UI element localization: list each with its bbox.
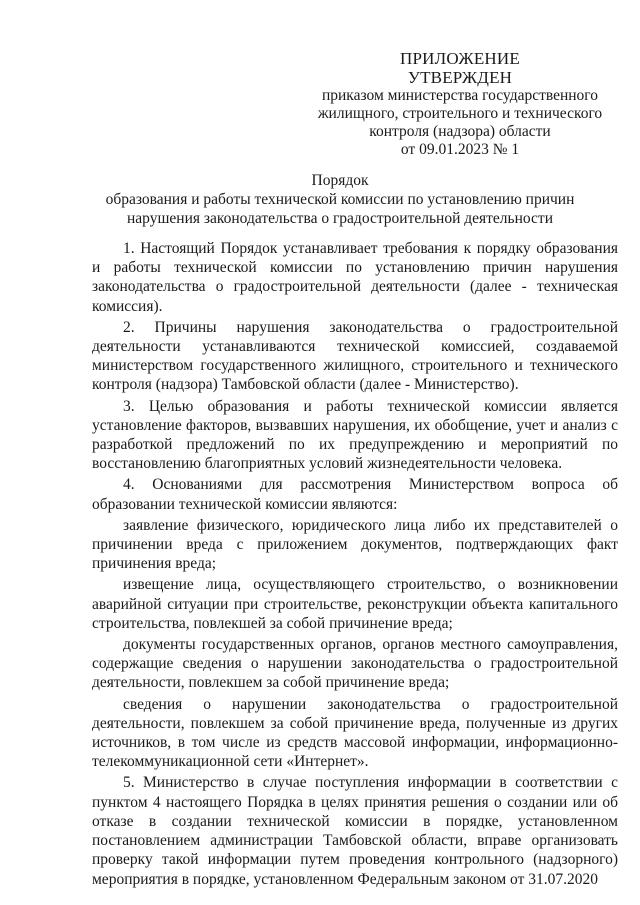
paragraph-4-item-3: документы государственных органов, органов местного самоуправления, содержащие сведения о нарушении законодательства о градостроительной деятельности, повлекшем за собой причинение вреда; [92,636,618,692]
title-line-2: образования и работы технической комиссии по установлению причин [105,191,575,208]
approval-stamp-block [300,50,620,159]
title-line-3: нарушения законодательства о градостроительной деятельности [127,210,553,227]
appendix-heading: ПРИЛОЖЕНИЕ [400,49,520,68]
paragraph-1: 1. Настоящий Порядок устанавливает требования к порядку образования и работы технической комиссии по установлению причин нарушения законодательства о градостроительной деятельности (далее - техническая комиссия). [92,240,618,315]
paragraph-5: 5. Министерство в случае поступления информации в соответствии с пунктом 4 настоящего Порядка в целях принятия решения о создании или об отказе в создании технической комиссии в порядке, установленном постановлением администрации Тамбовской области, вправе организовать проверку такой информации путем проведения контрольного (надзорного) мероприятия в порядке, установленном Федеральным законом от 31.07.2020 [92,774,618,888]
paragraph-4-item-2: извещение лица, осуществляющего строительство, о возникновении аварийной ситуации при строительстве, реконструкции объекта капитального строительства, повлекшей за собой причинение вреда; [92,576,618,632]
document-title [60,171,620,228]
title-line-1: Порядок [311,172,369,189]
document-body [92,239,618,891]
approval-order-line: приказом министерства государственного [321,87,599,104]
approval-control-line: контроля (надзора) области [369,123,551,140]
approval-ministry-line: жилищного, строительного и технического [317,105,603,122]
paragraph-3: 3. Целью образования и работы технической комиссии является установление факторов, вызвавших нарушения, их обобщение, учет и анализ с разработкой предложений по их предупреждению и мероприятий по восстановлению благоприятных условий жизнедеятельности человека. [92,397,618,473]
paragraph-4-item-1: заявление физического, юридического лица либо их представителей о причинении вреда с приложением документов, подтверждающих факт причинения вреда; [92,516,618,573]
paragraph-4: 4. Основаниями для рассмотрения Министерством вопроса об образовании технической комиссии являются: [92,476,618,513]
approved-heading: УТВЕРЖДЕН [407,67,513,87]
paragraph-4-item-4: сведения о нарушении законодательства о градостроительной деятельности, повлекшем за собой причинение вреда, полученные из других источников, в том числе из средств массовой информации, информационно-телекоммуникационной сети «Интернет». [92,695,618,771]
approval-date-line: от 09.01.2023 № 1 [400,141,520,158]
paragraph-2: 2. Причины нарушения законодательства о градостроительной деятельности устанавливаются технической комиссией, создаваемой министерством государственного жилищного, строительного и технического контроля (надзора) Тамбовской области (далее - Министерство). [92,318,618,394]
